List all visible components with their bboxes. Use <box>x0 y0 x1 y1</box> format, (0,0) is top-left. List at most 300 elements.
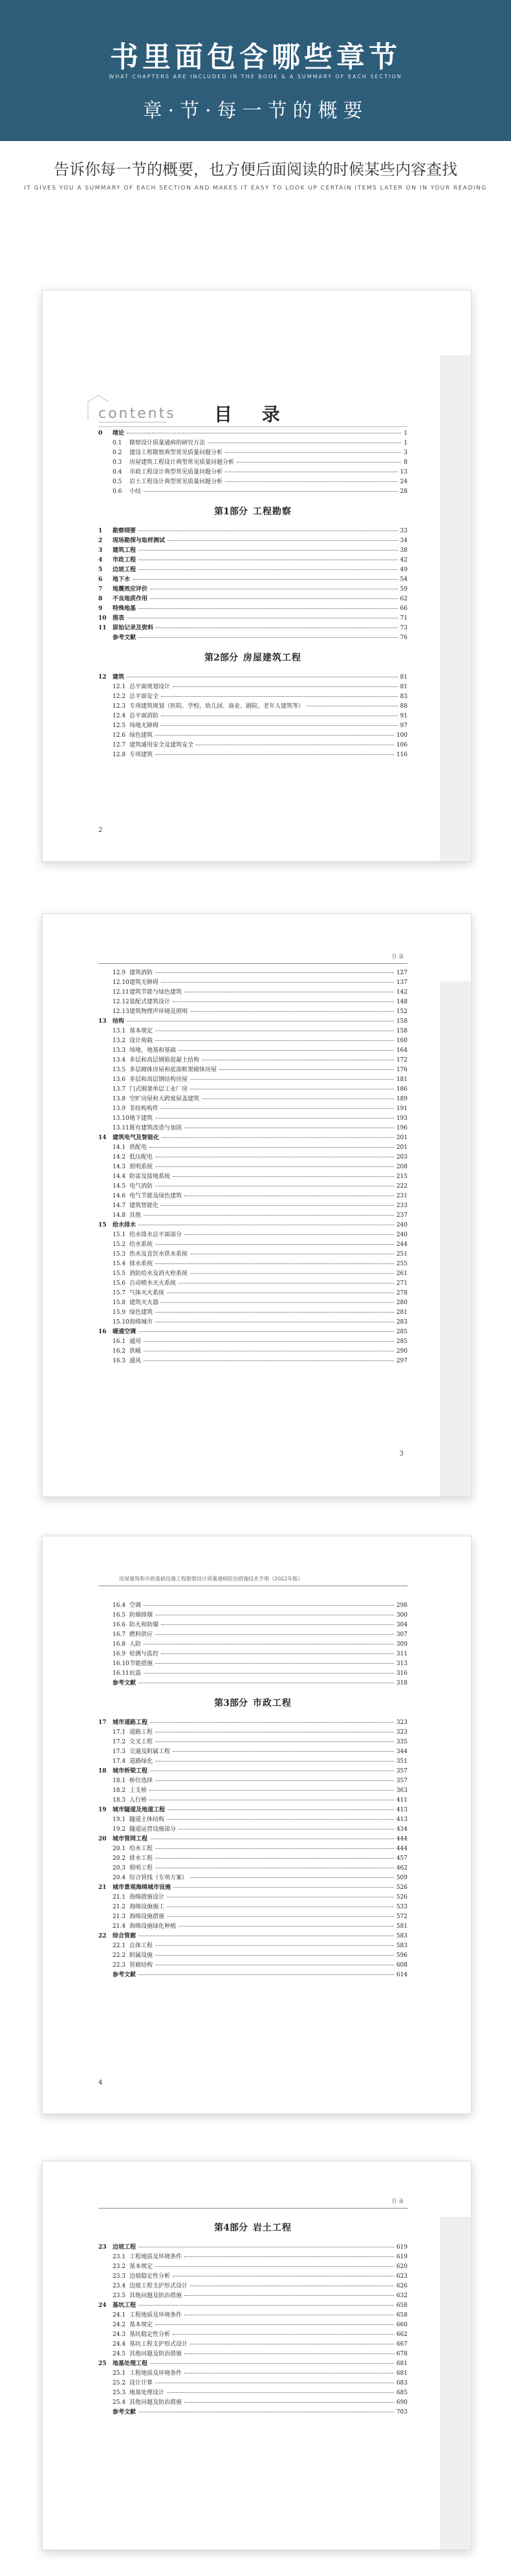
toc-entry-number: 12 <box>98 674 107 681</box>
toc-entry-page: 76 <box>400 635 408 641</box>
toc-section-row[interactable] <box>98 1640 408 1650</box>
toc-entry-page: 106 <box>396 742 408 748</box>
toc-section-row[interactable] <box>98 2350 408 2359</box>
toc-section-row[interactable] <box>98 1250 408 1260</box>
toc-entry-page: 28 <box>400 488 408 495</box>
toc-section-row[interactable] <box>98 1854 408 1864</box>
toc-section-row[interactable] <box>98 1260 408 1269</box>
toc-leader-dots <box>155 1663 394 1664</box>
toc-chapter-row[interactable] <box>98 556 408 565</box>
toc-section-row[interactable] <box>98 1318 408 1327</box>
toc-section-row[interactable] <box>98 1961 408 1970</box>
toc-leader-dots <box>144 1604 394 1606</box>
toc-entry-title: 空调 <box>129 1602 142 1609</box>
toc-section-row[interactable] <box>98 1650 408 1659</box>
toc-entry-number: 0.4 <box>113 469 122 475</box>
toc-entry-page: 533 <box>396 1904 408 1910</box>
toc-entry-page: 172 <box>396 1057 408 1064</box>
toc-section-row[interactable] <box>98 1893 408 1903</box>
toc-entry-page: 457 <box>396 1855 408 1862</box>
toc-section-row[interactable] <box>98 1230 408 1240</box>
toc-chapter-row[interactable] <box>98 614 408 624</box>
toc-entry-page: 581 <box>396 1923 408 1930</box>
toc-leader-dots <box>179 1049 394 1051</box>
toc-entry-title: 设计计算 <box>129 2380 153 2386</box>
toc-section-row[interactable] <box>98 1621 408 1630</box>
toc-entry-number: 0.5 <box>113 479 122 485</box>
toc-entry-title: 地基处理工程 <box>113 2361 148 2367</box>
toc-entry-page: 215 <box>396 1173 408 1180</box>
toc-section-row[interactable] <box>98 2262 408 2272</box>
toc-list <box>98 968 408 1366</box>
toc-leader-dots <box>179 1925 394 1927</box>
toc-entry-number: 14.6 <box>113 1193 126 1199</box>
toc-section-row[interactable] <box>98 978 408 988</box>
toc-leader-dots <box>190 1272 394 1274</box>
toc-entry-number: 12.12 <box>113 999 129 1005</box>
part-title: 工程勘察 <box>252 507 292 517</box>
toc-entry-page: 413 <box>396 1817 408 1823</box>
toc-entry-title: 边坡工程 <box>113 2244 136 2251</box>
toc-entry-title: 场地、地基和基础 <box>129 1047 177 1054</box>
toc-entry-number: 5 <box>98 567 103 573</box>
toc-section-row[interactable] <box>98 1815 408 1825</box>
toc-entry-page: 658 <box>396 2302 408 2309</box>
toc-section-row[interactable] <box>98 1075 408 1085</box>
toc-section-row[interactable] <box>98 1912 408 1922</box>
toc-entry-page: 690 <box>396 2399 408 2406</box>
toc-chapter-row[interactable] <box>98 1133 408 1143</box>
toc-section-row[interactable] <box>98 477 408 487</box>
toc-section-row[interactable] <box>98 1776 408 1786</box>
toc-entry-number: 0 <box>98 430 103 437</box>
toc-chapter-row[interactable] <box>98 1806 408 1815</box>
toc-leader-dots <box>161 725 398 726</box>
toc-section-row[interactable] <box>98 1951 408 1961</box>
toc-leader-dots <box>184 991 394 992</box>
toc-section-row[interactable] <box>98 1240 408 1250</box>
toc-entry-title: 综合管线（专项方案） <box>129 1875 188 1881</box>
toc-entry-page: 201 <box>396 1144 408 1151</box>
toc-entry-title: 海绵措施设计 <box>129 1894 165 1901</box>
toc-section-row[interactable] <box>98 1825 408 1835</box>
toc-leader-dots <box>219 1069 394 1070</box>
toc-page-1 <box>42 290 472 862</box>
toc-leader-dots <box>144 1350 394 1351</box>
toc-chapter-row[interactable] <box>98 1327 408 1337</box>
toc-entry-number: 15.10 <box>113 1319 129 1326</box>
toc-leader-dots <box>155 754 394 755</box>
toc-entry-title: 建筑消防 <box>129 970 153 976</box>
toc-chapter-row[interactable] <box>98 2301 408 2311</box>
toc-entry-title: 参考文献 <box>113 635 136 641</box>
toc-entry-number: 23.3 <box>113 2273 126 2280</box>
toc-entry-number: 14 <box>98 1135 107 1141</box>
toc-entry-page: 152 <box>396 1009 408 1015</box>
toc-entry-page: 444 <box>396 1836 408 1842</box>
toc-leader-dots <box>173 1175 394 1177</box>
toc-section-row[interactable] <box>98 750 408 760</box>
toc-leader-dots <box>184 2256 394 2257</box>
toc-section-row[interactable] <box>98 741 408 750</box>
toc-section-row[interactable] <box>98 1747 408 1757</box>
toc-chapter-row[interactable] <box>98 633 408 643</box>
toc-chapter-row[interactable] <box>98 673 408 682</box>
toc-leader-dots <box>138 530 398 531</box>
toc-section-row[interactable] <box>98 692 408 702</box>
toc-leader-dots <box>155 1321 394 1322</box>
toc-chapter-row[interactable] <box>98 527 408 536</box>
toc-chapter-row[interactable] <box>98 624 408 633</box>
toc-entry-number: 15 <box>98 1222 107 1228</box>
toc-page-3 <box>42 1536 472 2114</box>
toc-entry-number: 12.10 <box>113 979 129 986</box>
toc-entry-title: 装配式建筑设计 <box>129 999 171 1005</box>
toc-entry-number: 22.2 <box>113 1952 126 1959</box>
toc-section-row[interactable] <box>98 1065 408 1075</box>
toc-chapter-row[interactable] <box>98 1718 408 1728</box>
toc-section-row[interactable] <box>98 1056 408 1065</box>
toc-entry-page: 285 <box>396 1338 408 1345</box>
toc-section-row[interactable] <box>98 1659 408 1669</box>
toc-entry-page: 164 <box>396 1047 408 1054</box>
toc-leader-dots <box>167 1818 394 1820</box>
toc-section-row[interactable] <box>98 702 408 712</box>
toc-body <box>98 1536 408 2113</box>
toc-section-row[interactable] <box>98 1172 408 1182</box>
toc-section-row[interactable] <box>98 2398 408 2408</box>
toc-section-row[interactable] <box>98 1601 408 1611</box>
toc-section-row[interactable] <box>98 1308 408 1318</box>
toc-section-row[interactable] <box>98 2330 408 2340</box>
toc-entry-page: 660 <box>396 2322 408 2328</box>
toc-section-row[interactable] <box>98 1085 408 1095</box>
toc-chapter-row[interactable] <box>98 546 408 556</box>
toc-entry-number: 15.6 <box>113 1280 126 1287</box>
toc-entry-page: 583 <box>396 1943 408 1949</box>
toc-section-row[interactable] <box>98 439 408 448</box>
page-edge <box>440 355 471 861</box>
toc-section-row[interactable] <box>98 2291 408 2301</box>
toc-entry-page: 38 <box>400 547 408 554</box>
toc-leader-dots <box>155 2324 394 2325</box>
toc-section-row[interactable] <box>98 1941 408 1951</box>
toc-leader-dots <box>155 1760 394 1762</box>
toc-list <box>98 2213 408 2418</box>
toc-entry-page: 271 <box>396 1280 408 1287</box>
toc-entry-number: 16.5 <box>113 1612 126 1619</box>
toc-entry-number: 12.6 <box>113 732 126 739</box>
toc-chapter-row[interactable] <box>98 429 408 439</box>
toc-section-row[interactable] <box>98 2272 408 2282</box>
toc-entry-title: 既有建筑改造与加固 <box>129 1125 182 1131</box>
toc-section-row[interactable] <box>98 2253 408 2262</box>
toc-leader-dots <box>190 1088 394 1089</box>
toc-entry-page: 434 <box>396 1826 408 1833</box>
toc-entry-page: 278 <box>396 1290 408 1296</box>
toc-entry-number: 22 <box>98 1933 107 1939</box>
toc-leader-dots <box>150 1721 394 1723</box>
toc-section-row[interactable] <box>98 1289 408 1298</box>
toc-section-row[interactable] <box>98 2388 408 2398</box>
toc-leader-dots <box>190 1253 394 1254</box>
part-number: 第3部分 <box>214 1698 248 1708</box>
toc-leader-dots <box>138 637 398 638</box>
toc-section-row[interactable] <box>98 1611 408 1621</box>
toc-section-row[interactable] <box>98 1844 408 1854</box>
toc-entry-title: 城市隧道及地道工程 <box>113 1807 166 1813</box>
toc-entry-page: 81 <box>400 684 408 690</box>
toc-entry-page: 203 <box>396 1154 408 1161</box>
toc-section-row[interactable] <box>98 731 408 741</box>
toc-entry-title: 市政工程设计典型常见质量问题分析 <box>129 469 223 475</box>
toc-section-row[interactable] <box>98 1162 408 1172</box>
toc-section-row[interactable] <box>98 1903 408 1912</box>
toc-entry-number: 6 <box>98 576 103 583</box>
toc-section-row[interactable] <box>98 1095 408 1104</box>
toc-leader-dots <box>184 2353 394 2354</box>
toc-entry-title: 场地无障碍 <box>129 723 159 729</box>
toc-entry-number: 18.3 <box>113 1797 126 1804</box>
toc-entry-title: 基坑稳定性分析 <box>129 2331 171 2338</box>
toc-entry-number: 13.9 <box>113 1106 126 1112</box>
toc-section-row[interactable] <box>98 1873 408 1883</box>
toc-leader-dots <box>161 1624 394 1625</box>
toc-entry-number: 16.1 <box>113 1338 126 1345</box>
toc-entry-title: 综合管廊 <box>113 1933 136 1939</box>
toc-entry-page: 662 <box>396 2331 408 2338</box>
toc-chapter-row[interactable] <box>98 2243 408 2253</box>
toc-entry-page: 300 <box>396 1612 408 1619</box>
toc-section-row[interactable] <box>98 1630 408 1640</box>
toc-leader-dots <box>149 1789 394 1791</box>
toc-section-row[interactable] <box>98 712 408 721</box>
toc-entry-number: 19.1 <box>113 1817 126 1823</box>
toc-leader-dots <box>138 1935 394 1936</box>
toc-chapter-row[interactable] <box>98 585 408 595</box>
toc-section-row[interactable] <box>98 448 408 458</box>
toc-leader-dots <box>138 2411 394 2412</box>
toc-entry-number: 12.1 <box>113 684 126 690</box>
toc-chapter-row[interactable] <box>98 536 408 546</box>
toc-entry-title: 附属设施 <box>129 1952 153 1959</box>
toc-leader-dots <box>155 1030 394 1031</box>
toc-entry-title: 建筑 <box>113 674 125 681</box>
toc-entry-number: 1 <box>98 528 103 534</box>
toc-chapter-row[interactable] <box>98 1835 408 1844</box>
toc-chapter-row[interactable] <box>98 604 408 614</box>
toc-entry-title: 城市管网工程 <box>113 1836 148 1842</box>
toc-leader-dots <box>138 1331 394 1332</box>
toc-section-row[interactable] <box>98 1124 408 1133</box>
toc-entry-number: 17.1 <box>113 1729 126 1736</box>
toc-entry-page: 91 <box>400 713 408 719</box>
toc-entry-number: 21.2 <box>113 1904 126 1910</box>
toc-section-row[interactable] <box>98 1269 408 1279</box>
toc-section-row[interactable] <box>98 1728 408 1738</box>
toc-entry-title: 防雷及接地系统 <box>129 1173 171 1180</box>
toc-section-row[interactable] <box>98 1357 408 1366</box>
toc-leader-dots <box>173 1751 394 1752</box>
toc-section-row[interactable] <box>98 468 408 477</box>
toc-entry-page: 59 <box>400 586 408 593</box>
toc-entry-number: 18.2 <box>113 1787 126 1794</box>
toc-entry-number: 15.2 <box>113 1241 126 1248</box>
toc-section-row[interactable] <box>98 1279 408 1289</box>
toc-entry-title: 电气节能及绿色建筑 <box>129 1193 182 1199</box>
toc-section-row[interactable] <box>98 1027 408 1036</box>
toc-chapter-row[interactable] <box>98 1679 408 1688</box>
toc-entry-page: 181 <box>396 1076 408 1083</box>
toc-section-row[interactable] <box>98 721 408 731</box>
toc-entry-number: 13.11 <box>113 1125 129 1131</box>
toc-entry-number: 10 <box>98 615 107 622</box>
toc-entry-title: 防烟排烟 <box>129 1612 153 1619</box>
toc-leader-dots <box>150 2363 394 2364</box>
toc-entry-page: 233 <box>396 1203 408 1209</box>
toc-entry-title: 房屋建筑工程设计典型常见质量问题分析 <box>129 459 235 466</box>
toc-section-row[interactable] <box>98 682 408 692</box>
toc-entry-title: 隧道主体结构 <box>129 1817 165 1823</box>
toc-entry-page: 237 <box>396 1212 408 1219</box>
toc-entry-number: 24 <box>98 2302 107 2309</box>
toc-leader-dots <box>144 1214 394 1216</box>
toc-entry-title: 交叉工程 <box>129 1739 153 1745</box>
intro-text-en: IT GIVES YOU A SUMMARY OF EACH SECTION AND MAKES IT EASY TO LOOK UP CERTAIN ITEMS LATER ON IN YOUR READING <box>24 185 487 191</box>
toc-entry-title: 绪论 <box>113 430 125 437</box>
toc-entry-page: 351 <box>396 1758 408 1765</box>
toc-entry-number: 16.2 <box>113 1348 126 1355</box>
toc-entry-number: 12.7 <box>113 742 126 748</box>
toc-entry-number: 15.4 <box>113 1261 126 1267</box>
toc-chapter-row[interactable] <box>98 1932 408 1941</box>
toc-entry-title: 设计荷载 <box>129 1038 153 1044</box>
toc-entry-title: 门式刚架单层工业厂房 <box>129 1086 188 1093</box>
toc-leader-dots <box>138 569 398 570</box>
toc-entry-number: 12.4 <box>113 713 126 719</box>
toc-section-row[interactable] <box>98 1211 408 1221</box>
toc-section-row[interactable] <box>98 1192 408 1201</box>
toc-section-row[interactable] <box>98 1298 408 1308</box>
toc-entry-number: 20.3 <box>113 1865 126 1872</box>
toc-entry-number: 14.3 <box>113 1164 126 1170</box>
toc-chapter-row[interactable] <box>98 2408 408 2418</box>
toc-chapter-row[interactable] <box>98 1221 408 1230</box>
toc-section-row[interactable] <box>98 1864 408 1873</box>
toc-entry-number: 12.2 <box>113 693 126 700</box>
toc-body <box>98 914 408 1496</box>
toc-section-row[interactable] <box>98 487 408 497</box>
toc-section-row[interactable] <box>98 998 408 1007</box>
toc-entry-title: 照明工程 <box>129 1865 153 1872</box>
toc-leader-dots <box>127 1020 394 1021</box>
toc-leader-dots <box>149 1146 394 1148</box>
toc-chapter-row[interactable] <box>98 1767 408 1776</box>
toc-section-row[interactable] <box>98 1337 408 1347</box>
toc-entry-page: 632 <box>396 2293 408 2299</box>
toc-section-row[interactable] <box>98 458 408 468</box>
toc-section-row[interactable] <box>98 2340 408 2350</box>
toc-section-row[interactable] <box>98 968 408 978</box>
toc-entry-title: 给水排水总平面部分 <box>129 1232 182 1238</box>
toc-entry-page: 667 <box>396 2341 408 2348</box>
toc-section-row[interactable] <box>98 1796 408 1806</box>
toc-section-row[interactable] <box>98 1757 408 1767</box>
page-edge <box>440 2217 471 2549</box>
part-title: 市政工程 <box>252 1698 292 1708</box>
toc-section-row[interactable] <box>98 1201 408 1211</box>
toc-entry-title: 抗震 <box>129 1670 142 1677</box>
toc-entry-title: 多层和高层钢筋混凝土结构 <box>129 1057 200 1064</box>
toc-entry-title: 绿色建筑 <box>129 1309 153 1316</box>
toc-entry-page: 509 <box>396 1875 408 1881</box>
toc-section-row[interactable] <box>98 1182 408 1192</box>
toc-leader-dots <box>161 1205 394 1206</box>
toc-entry-title: 道路绿化 <box>129 1758 153 1765</box>
toc-section-row[interactable] <box>98 1153 408 1162</box>
toc-leader-dots <box>155 1311 394 1313</box>
toc-entry-page: 189 <box>396 1096 408 1102</box>
toc-section-row[interactable] <box>98 1922 408 1932</box>
toc-section-row[interactable] <box>98 1007 408 1017</box>
toc-entry-page: 208 <box>396 1164 408 1170</box>
toc-section-row[interactable] <box>98 1786 408 1796</box>
toc-section-row[interactable] <box>98 1738 408 1747</box>
toc-section-row[interactable] <box>98 1036 408 1046</box>
toc-entry-number: 16.4 <box>113 1602 126 1609</box>
toc-chapter-row[interactable] <box>98 565 408 575</box>
toc-section-row[interactable] <box>98 1669 408 1679</box>
toc-chapter-row[interactable] <box>98 1017 408 1027</box>
toc-section-row[interactable] <box>98 2369 408 2379</box>
toc-section-row[interactable] <box>98 1347 408 1357</box>
toc-section-row[interactable] <box>98 2282 408 2291</box>
toc-section-row[interactable] <box>98 1104 408 1114</box>
toc-entry-page: 261 <box>396 1271 408 1277</box>
toc-entry-page: 297 <box>396 1358 408 1364</box>
toc-entry-number: 16.6 <box>113 1622 126 1628</box>
toc-entry-number: 0.2 <box>113 450 122 456</box>
toc-section-row[interactable] <box>98 2379 408 2388</box>
toc-entry-title: 排水系统 <box>129 1261 153 1267</box>
toc-entry-title: 节能措施 <box>129 1661 153 1667</box>
toc-entry-title: 电气消防 <box>129 1183 153 1190</box>
toc-entry-title: 建筑智能化 <box>129 1203 159 1209</box>
toc-entry-number: 25.2 <box>113 2380 126 2386</box>
toc-entry-page: 619 <box>396 2254 408 2260</box>
toc-entry-page: 313 <box>396 1661 408 1667</box>
toc-leader-dots <box>202 1098 394 1099</box>
toc-section-row[interactable] <box>98 1114 408 1124</box>
toc-chapter-row[interactable] <box>98 1970 408 1980</box>
toc-chapter-row[interactable] <box>98 2359 408 2369</box>
toc-leader-dots <box>155 1780 394 1781</box>
toc-entry-page: 127 <box>396 970 408 976</box>
toc-section-row[interactable] <box>98 988 408 998</box>
toc-entry-title: 参考文献 <box>113 1680 136 1686</box>
toc-leader-dots <box>168 540 398 541</box>
toc-entry-page: 3 <box>404 450 408 456</box>
toc-chapter-row[interactable] <box>98 595 408 604</box>
toc-section-row[interactable] <box>98 2311 408 2320</box>
toc-entry-number: 16.3 <box>113 1358 126 1364</box>
toc-section-row[interactable] <box>98 1143 408 1153</box>
toc-entry-title: 特殊地基 <box>113 606 136 612</box>
toc-chapter-row[interactable] <box>98 575 408 585</box>
toc-section-row[interactable] <box>98 1046 408 1056</box>
toc-section-row[interactable] <box>98 2320 408 2330</box>
toc-chapter-row[interactable] <box>98 1883 408 1893</box>
